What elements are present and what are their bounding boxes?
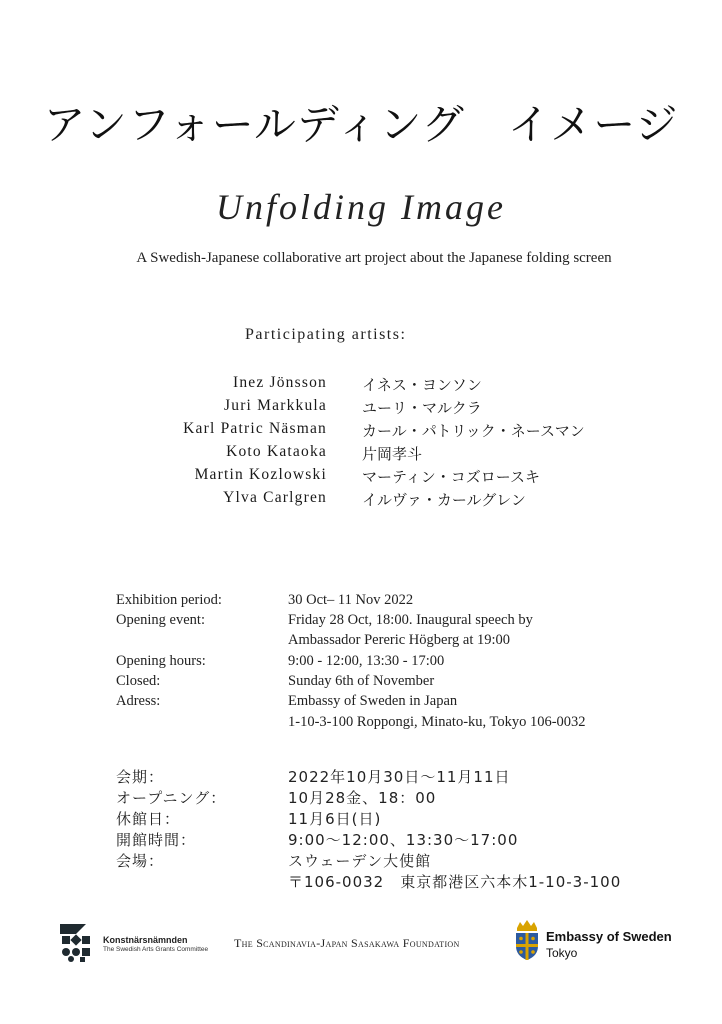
info-label: Closed:	[116, 673, 161, 689]
artist-name-en: Karl Patric Näsman	[183, 420, 327, 437]
artist-row	[0, 489, 722, 512]
swedish-coat-of-arms	[512, 920, 542, 965]
artist-name-en: Inez Jönsson	[232, 374, 327, 391]
title-english: Unfolding Image	[216, 187, 506, 227]
jp-label: オープニング：	[116, 789, 227, 807]
konstnarsnamnden-logo	[60, 924, 98, 967]
info-value: 1-10-3-100 Roppongi, Minato-ku, Tokyo 106-0032	[288, 714, 586, 730]
info-value: Friday 28 Oct, 18:00. Inaugural speech by	[288, 612, 533, 628]
embassy-city: Tokyo	[546, 946, 578, 960]
jp-value: 11月6日(日)	[288, 810, 382, 828]
artist-name-jp: イルヴァ・カールグレン	[362, 491, 526, 509]
info-value: Sunday 6th of November	[288, 673, 435, 689]
subtitle: A Swedish-Japanese collaborative art project about the Japanese folding screen	[136, 250, 612, 266]
info-label: Adress:	[116, 693, 161, 709]
info-value: Ambassador Pereric Högberg at 19:00	[288, 632, 511, 648]
jp-value: スウェーデン大使館	[288, 852, 432, 870]
artist-name-jp: 片岡孝斗	[362, 445, 423, 463]
info-value: Embassy of Sweden in Japan	[288, 693, 458, 709]
konstnarsnamnden-name: Konstnärsnämnden	[103, 935, 188, 945]
artist-row	[0, 420, 722, 443]
konstnarsnamnden-mark-icon	[60, 924, 98, 962]
artist-name-en: Juri Markkula	[224, 397, 327, 414]
artist-row	[0, 397, 722, 420]
artist-row	[0, 374, 722, 397]
jp-value: 2022年10月30日～11月11日	[288, 768, 511, 786]
jp-value: 9:00～12:00、13:30～17:00	[288, 831, 519, 849]
artists-heading: Participating artists:	[245, 326, 407, 343]
jp-label: 会期：	[116, 768, 165, 786]
artist-row	[0, 466, 722, 489]
info-label: Exhibition period:	[116, 592, 222, 608]
info-value: 9:00 - 12:00, 13:30 - 17:00	[288, 653, 445, 669]
jp-label: 会場：	[116, 852, 165, 870]
title-japanese: アンフォールディング イメージ	[43, 100, 679, 149]
artist-name-jp: イネス・ヨンソン	[362, 376, 482, 394]
artist-name-en: Martin Kozlowski	[194, 466, 327, 483]
jp-value: 〒106-0032 東京都港区六本木1-10-3-100	[288, 873, 622, 891]
jp-value: 10月28金、18：00	[288, 789, 437, 807]
artist-row	[0, 443, 722, 466]
konstnarsnamnden-subtitle: The Swedish Arts Grants Committee	[103, 946, 209, 953]
embassy-name: Embassy of Sweden	[546, 929, 672, 944]
artist-name-jp: カール・パトリック・ネースマン	[362, 422, 585, 440]
info-value: 30 Oct– 11 Nov 2022	[288, 592, 414, 608]
sasakawa-foundation-logo: The Scandinavia-Japan Sasakawa Foundation	[234, 936, 460, 950]
artist-name-jp: マーティン・コズロースキ	[362, 468, 541, 486]
jp-label: 開館時間：	[116, 831, 197, 849]
info-label: Opening hours:	[116, 653, 206, 669]
info-label: Opening event:	[116, 612, 205, 628]
artist-name-en: Koto Kataoka	[226, 443, 327, 460]
jp-label: 休館日：	[116, 810, 181, 828]
crown-shield-icon	[512, 920, 542, 960]
artist-name-jp: ユーリ・マルクラ	[362, 399, 482, 417]
artist-name-en: Ylva Carlgren	[223, 489, 327, 506]
